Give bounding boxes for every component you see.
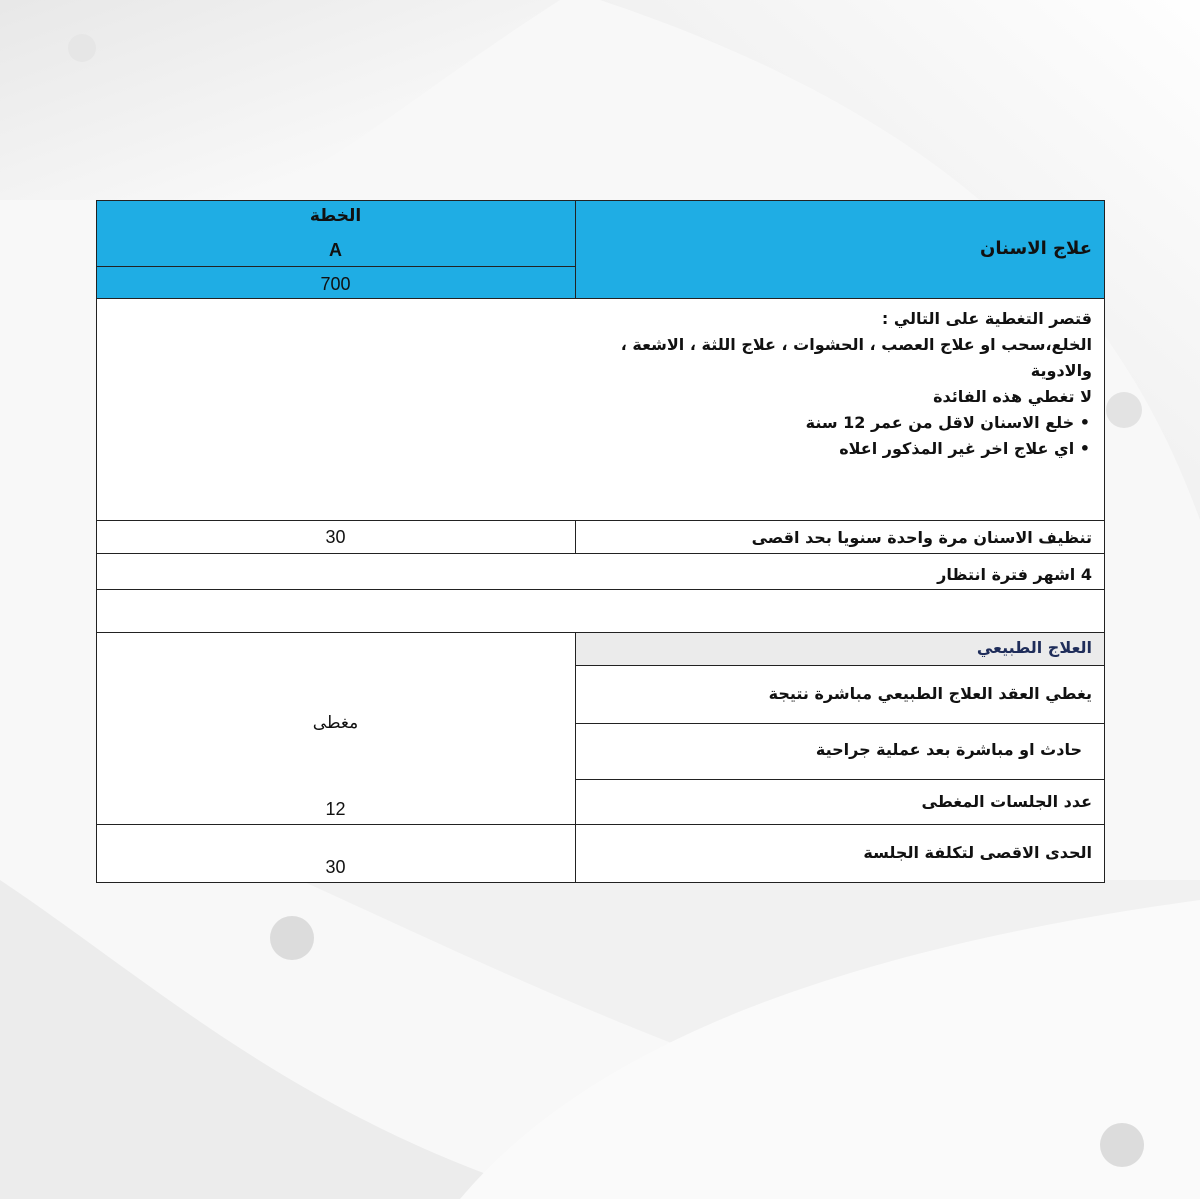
- table-divider: [575, 200, 576, 298]
- cleaning-label: تنظيف الاسنان مرة واحدة سنويا بحد اقصى: [751, 528, 1092, 547]
- coverage-line-2: والادوية: [1030, 361, 1092, 380]
- table-divider: [96, 553, 1105, 554]
- exclusion-item: • خلع الاسنان لاقل من عمر 12 سنة: [805, 413, 1090, 432]
- table-divider: [575, 632, 576, 882]
- coverage-text: [621, 306, 1092, 462]
- table-border: [96, 882, 1105, 883]
- sessions-label: عدد الجلسات المغطى: [921, 792, 1092, 811]
- plan-name: A: [329, 240, 342, 260]
- cleaning-value: 30: [325, 527, 346, 547]
- exclusion-item: • اي علاج اخر غير المذكور اعلاه: [839, 439, 1090, 458]
- bullet-icon: •: [1074, 413, 1090, 432]
- table-border: [96, 200, 1105, 201]
- table-divider: [575, 779, 1105, 780]
- plan-limit: 700: [320, 274, 351, 294]
- table-divider: [96, 824, 1105, 825]
- sessions-value: 12: [325, 799, 346, 819]
- coverage-intro: قتصر التغطية على التالي :: [881, 309, 1092, 328]
- table-divider: [96, 589, 1105, 590]
- table-divider: [575, 665, 1105, 666]
- max-cost-value: 30: [325, 857, 346, 877]
- table-divider: [96, 298, 1105, 299]
- max-cost-label: الحدى الاقصى لتكلفة الجلسة: [863, 843, 1092, 862]
- table-divider: [96, 266, 575, 267]
- table-border: [96, 200, 97, 883]
- benefit-title: علاج الاسنان: [980, 238, 1092, 259]
- physio-desc-1: يغطي العقد العلاج الطبيعي مباشرة نتيجة: [768, 684, 1092, 703]
- waiting-period: 4 اشهر فترة انتظار: [937, 565, 1092, 584]
- physio-desc-2: حادث او مباشرة بعد عملية جراحية: [815, 740, 1082, 759]
- table-divider: [575, 520, 576, 553]
- table-divider: [96, 520, 1105, 521]
- plan-label: الخطة: [309, 206, 362, 226]
- table-divider: [575, 723, 1105, 724]
- coverage-line-1: الخلع،سحب او علاج العصب ، الحشوات ، علاج اللثة ، الاشعة ،: [620, 335, 1092, 354]
- physio-covered: مغطى: [312, 713, 359, 733]
- bullet-icon: •: [1074, 439, 1090, 458]
- exclusions-title: لا تغطي هذه الفائدة: [933, 387, 1092, 406]
- table-border: [1104, 200, 1105, 883]
- physio-title: العلاج الطبيعي: [976, 638, 1092, 657]
- table-divider: [96, 632, 1105, 633]
